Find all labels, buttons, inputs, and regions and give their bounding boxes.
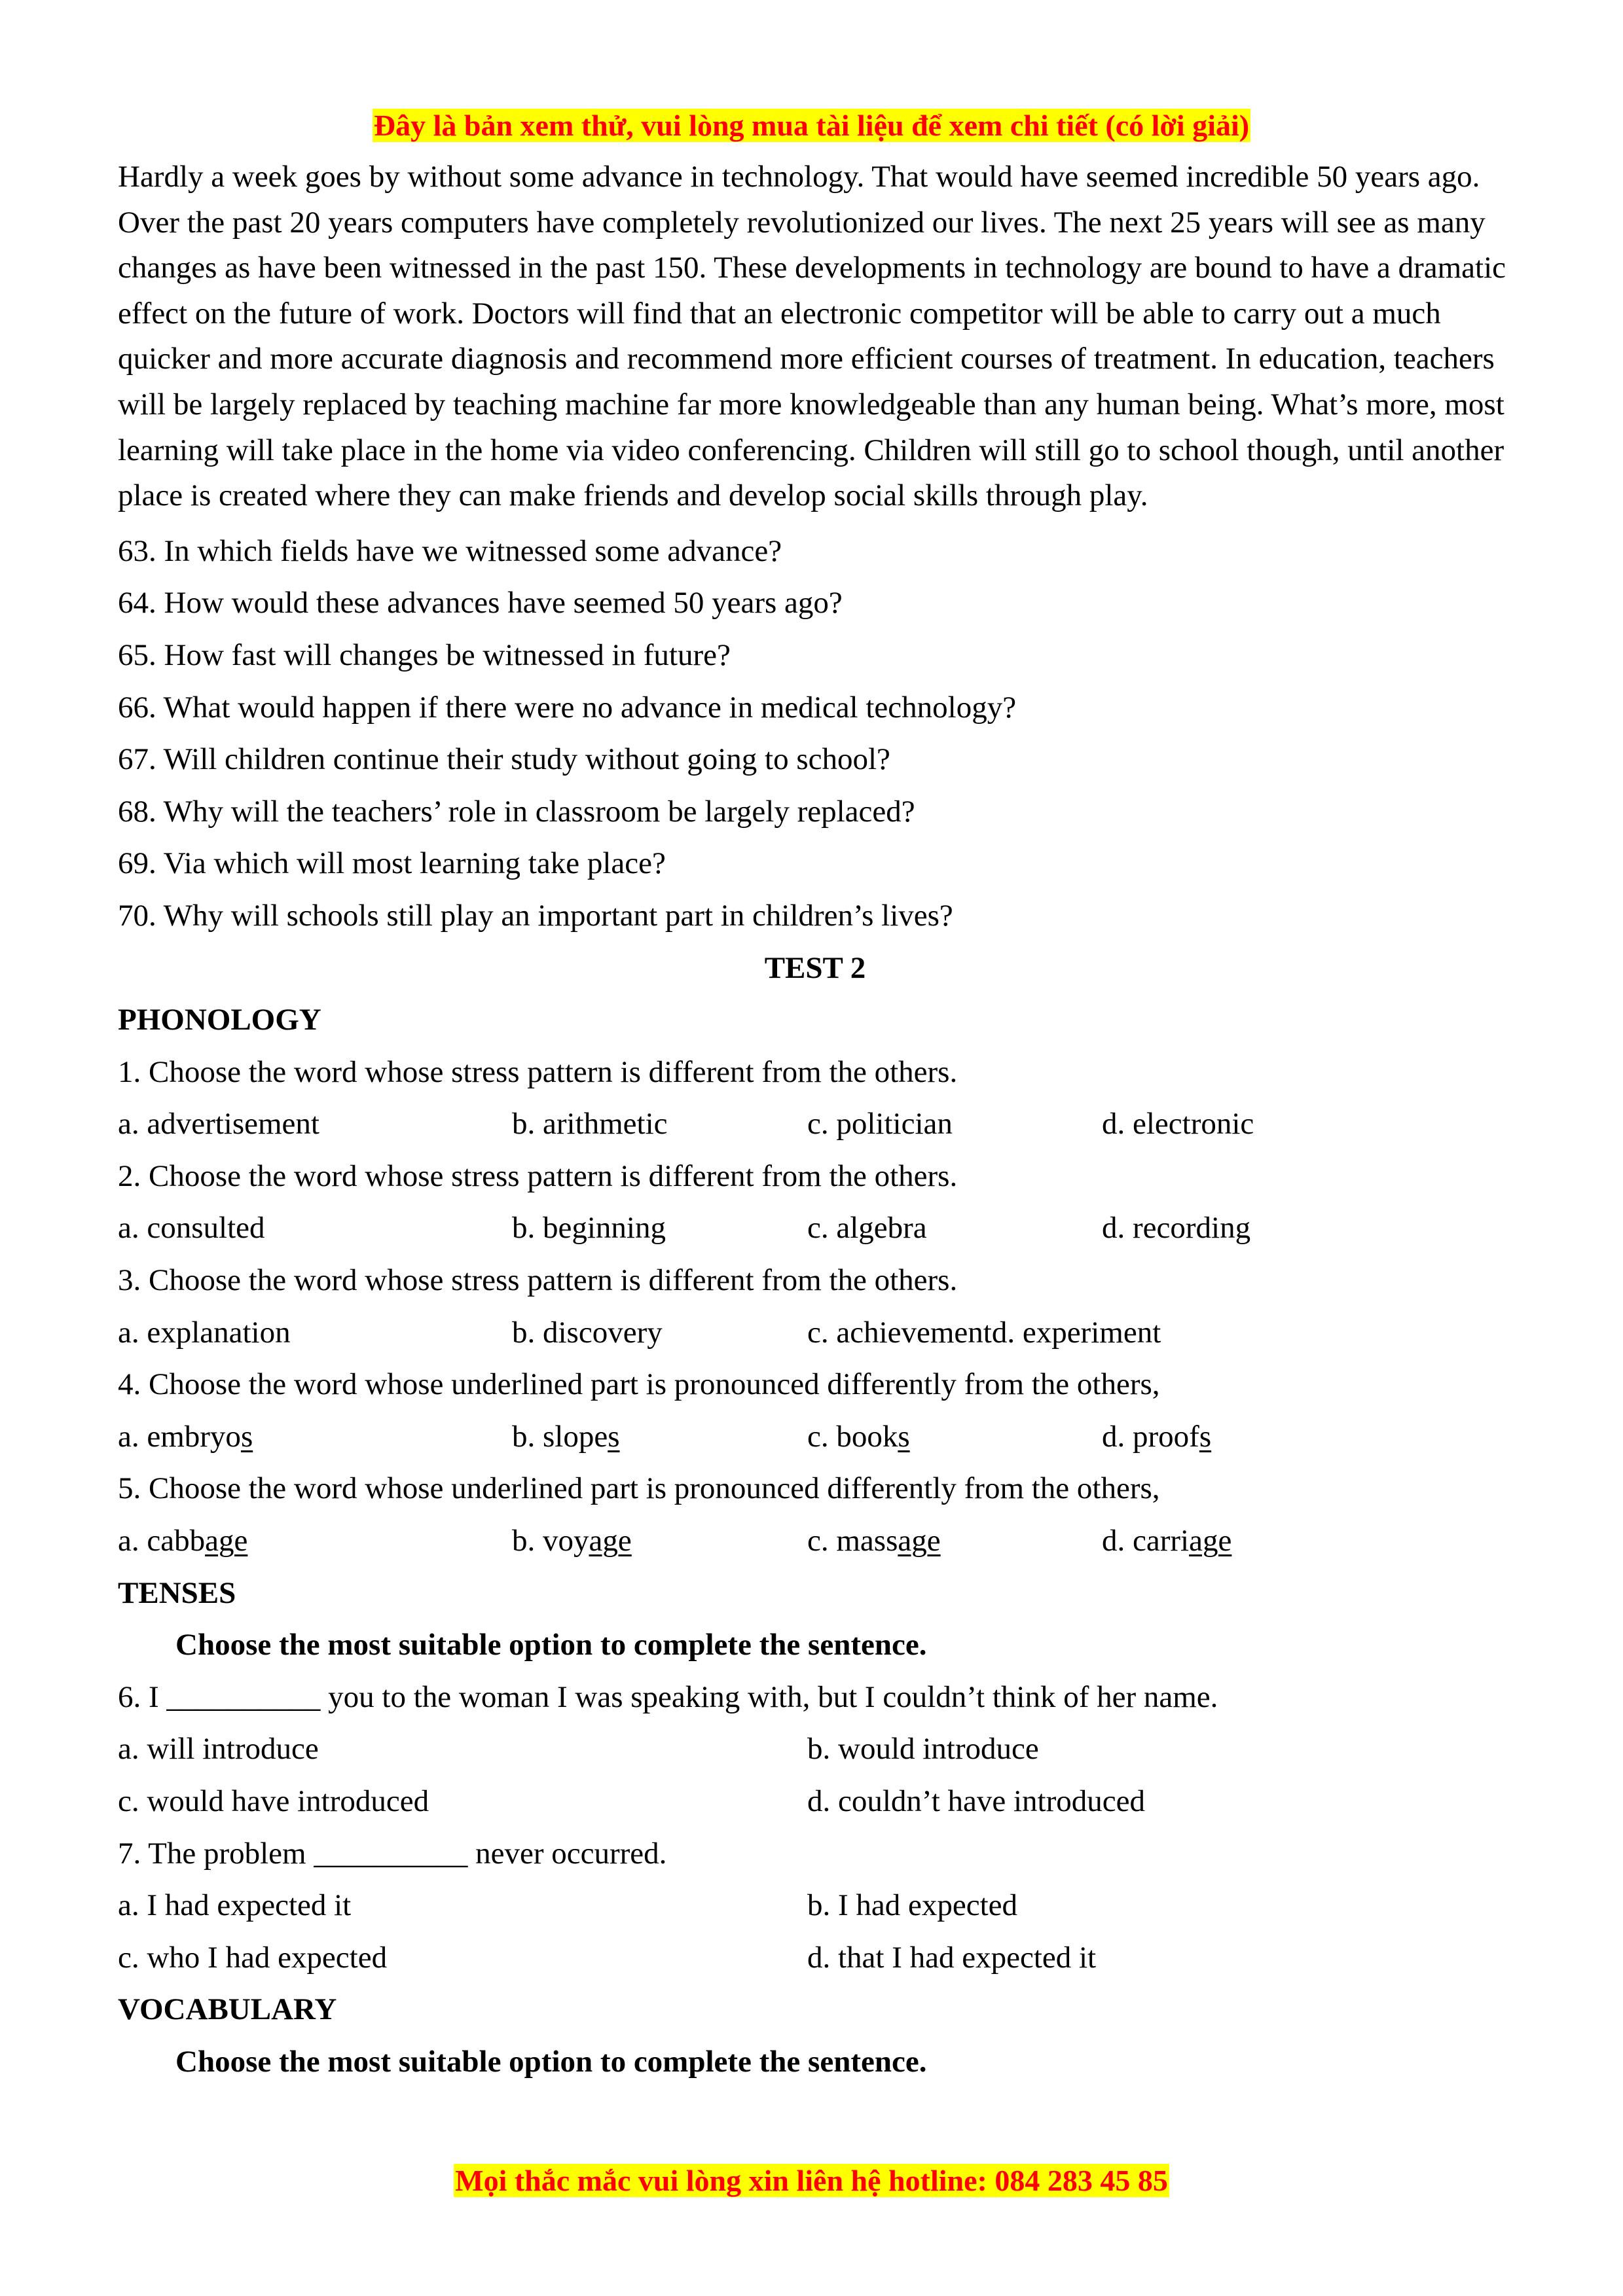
options-row	[118, 1932, 1512, 1984]
option-c: c. would have introduced	[118, 1784, 429, 1818]
section-heading-tenses: TENSES	[118, 1575, 236, 1610]
option-b: b. voyage	[512, 1524, 632, 1558]
reading-passage: Hardly a week goes by without some advance in technology. That would have seemed incredible 50 years ago. Over the past 20 years computers have completely revolutionized our lives. The next 25 years will see as many changes as have been witnessed in the past 150. These developments in technology are bound to have a dramatic effect on the future of work. Doctors will find that an electronic competitor will be able to carry out a much quicker and more accurate diagnosis and recommend more efficient courses of treatment. In education, teachers will be largely replaced by teaching machine far more knowledgeable than any human being. What’s more, most learning will take place in the home via video conferencing. Children will still go to school though, until another place is created where they can make friends and develop social skills through play.	[118, 160, 1506, 513]
option-a: a. embryos	[118, 1419, 253, 1454]
reading-question: 68. Why will the teachers’ role in classroom be largely replaced?	[118, 794, 915, 829]
option-b: b. I had expected	[807, 1888, 1018, 1923]
question-prompt: 5. Choose the word whose underlined part is pronounced differently from the others,	[118, 1471, 1160, 1506]
question-prompt: 6. I __________ you to the woman I was speaking with, but I couldn’t think of her name.	[118, 1679, 1218, 1714]
test-title: TEST 2	[764, 950, 866, 985]
options-row	[118, 1515, 1512, 1568]
reading-question: 70. Why will schools still play an important part in children’s lives?	[118, 898, 953, 933]
reading-question: 67. Will children continue their study without going to school?	[118, 742, 890, 777]
options-row	[118, 1098, 1512, 1151]
preview-notice-text: Đây là bản xem thử, vui lòng mua tài liệu để xem chi tiết (có lời giải)	[373, 109, 1250, 142]
reading-question: 69. Via which will most learning take place?	[118, 846, 666, 881]
underlined-part: s	[1199, 1419, 1212, 1454]
option-a: a. I had expected it	[118, 1888, 352, 1923]
option-c-d-merged: c. achievementd. experiment	[807, 1315, 1161, 1350]
reading-question: 66. What would happen if there were no advance in medical technology?	[118, 690, 1017, 725]
option-d: d. electronic	[1102, 1107, 1254, 1141]
underlined-part: age	[589, 1524, 632, 1558]
option-c: c. politician	[807, 1107, 953, 1141]
option-d: d. proofs	[1102, 1419, 1212, 1454]
question-prompt: 7. The problem __________ never occurred.	[118, 1836, 667, 1871]
option-d: d. that I had expected it	[807, 1940, 1097, 1975]
underlined-part: age	[1189, 1524, 1232, 1558]
section-heading-vocabulary: VOCABULARY	[118, 1992, 337, 2027]
reading-question: 65. How fast will changes be witnessed in future?	[118, 637, 731, 672]
options-row	[118, 1202, 1512, 1255]
option-a: a. consulted	[118, 1211, 265, 1246]
option-b: b. slopes	[512, 1419, 620, 1454]
options-row	[118, 1307, 1512, 1359]
option-d: d. carriage	[1102, 1524, 1232, 1558]
underlined-part: age	[898, 1524, 941, 1558]
option-b: b. beginning	[512, 1211, 666, 1246]
option-a: a. will introduce	[118, 1732, 319, 1767]
options-row	[118, 1776, 1512, 1828]
document-page	[118, 154, 1512, 2089]
option-b: b. arithmetic	[512, 1107, 668, 1141]
option-c: c. who I had expected	[118, 1940, 388, 1975]
question-prompt: 2. Choose the word whose stress pattern is different from the others.	[118, 1158, 958, 1193]
hotline-banner	[0, 2160, 1623, 2202]
option-d: d. recording	[1102, 1211, 1251, 1246]
underlined-part: s	[898, 1419, 910, 1454]
option-c: c. algebra	[807, 1211, 927, 1246]
hotline-text: Mọi thắc mắc vui lòng xin liên hệ hotline: 084 283 45 85	[455, 2164, 1168, 2197]
section-instruction: Choose the most suitable option to complete the sentence.	[175, 1628, 927, 1662]
option-a: a. advertisement	[118, 1107, 319, 1141]
option-c: c. massage	[807, 1524, 941, 1558]
options-row	[118, 1880, 1512, 1932]
question-prompt: 3. Choose the word whose stress pattern is different from the others.	[118, 1263, 958, 1298]
option-a: a. explanation	[118, 1315, 291, 1350]
preview-notice-banner	[0, 105, 1623, 147]
option-d: d. couldn’t have introduced	[807, 1784, 1145, 1818]
option-b: b. discovery	[512, 1315, 663, 1350]
underlined-part: s	[240, 1419, 253, 1454]
options-row	[118, 1723, 1512, 1776]
reading-question: 63. In which fields have we witnessed some advance?	[118, 533, 782, 568]
option-b: b. would introduce	[807, 1732, 1039, 1767]
underlined-part: age	[205, 1524, 248, 1558]
section-instruction: Choose the most suitable option to complete the sentence.	[175, 2044, 927, 2079]
question-prompt: 1. Choose the word whose stress pattern is different from the others.	[118, 1054, 958, 1089]
options-row	[118, 1411, 1512, 1463]
section-heading-phonology: PHONOLOGY	[118, 1003, 321, 1037]
option-c: c. books	[807, 1419, 910, 1454]
question-prompt: 4. Choose the word whose underlined part is pronounced differently from the others,	[118, 1367, 1160, 1402]
underlined-part: s	[608, 1419, 620, 1454]
reading-question: 64. How would these advances have seemed 50 years ago?	[118, 586, 843, 620]
option-a: a. cabbage	[118, 1524, 248, 1558]
